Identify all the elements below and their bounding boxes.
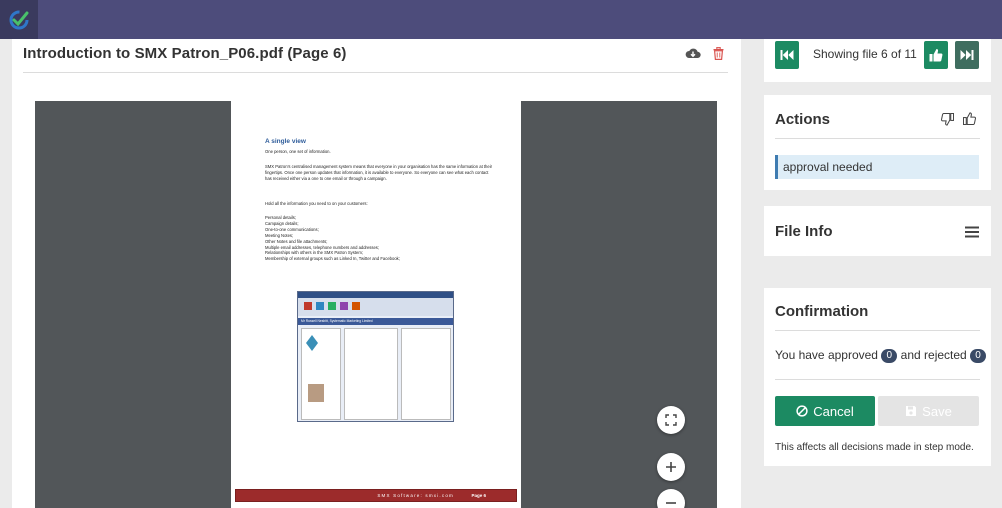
confirmation-divider-2	[775, 379, 980, 380]
file-info-card	[764, 206, 991, 256]
pdf-footer-text: SMX Software: smxi.com	[377, 493, 454, 498]
pdf-page	[231, 101, 521, 508]
embedded-contact-card	[301, 328, 341, 420]
pdf-list-item: Meeting Notes;	[265, 232, 294, 238]
embedded-toolbar	[298, 298, 453, 316]
plus-icon	[665, 461, 677, 473]
cancel-button[interactable]	[775, 396, 875, 426]
cloud-download-icon	[685, 47, 701, 60]
thumbs-down-icon	[941, 113, 954, 126]
document-title: Introduction to SMX Patron_P06.pdf (Page 6)	[23, 45, 347, 62]
rejected-label: and rejected	[900, 348, 967, 362]
embedded-photo	[308, 384, 324, 402]
confirmation-card	[764, 288, 991, 466]
confirmation-title: Confirmation	[775, 303, 869, 320]
trash-icon	[713, 47, 724, 60]
app-logo[interactable]	[0, 0, 38, 39]
pdf-viewer[interactable]	[35, 101, 717, 508]
pdf-list	[265, 215, 495, 262]
ban-icon	[796, 405, 808, 417]
file-info-menu-button[interactable]	[963, 223, 981, 241]
delete-button[interactable]	[709, 44, 727, 62]
embedded-details	[401, 328, 451, 420]
approval-status: approval needed	[775, 155, 979, 179]
actions-card	[764, 95, 991, 190]
pdf-list-item: Membership of external groups such as Linked In, Twitter and Facebook;	[265, 256, 400, 262]
zoom-out-button[interactable]	[657, 489, 685, 508]
hamburger-menu-icon	[965, 226, 979, 238]
pdf-list-item: Relationships with others in the SMX Patron System;	[265, 250, 363, 256]
save-button[interactable]	[878, 396, 979, 426]
file-position-status: Showing file 6 of 11	[813, 47, 917, 61]
approved-label: You have approved	[775, 348, 878, 362]
download-button[interactable]	[684, 44, 702, 62]
navigation-card	[764, 39, 991, 82]
embedded-form	[344, 328, 398, 420]
approved-count-badge: 0	[881, 349, 897, 363]
logo-icon	[7, 8, 31, 32]
pdf-subheading: One person, one set of information.	[265, 149, 331, 154]
pdf-heading: A single view	[265, 138, 306, 145]
pdf-footer-page: Page 6	[471, 493, 486, 498]
reject-button[interactable]	[938, 110, 956, 128]
expand-icon	[665, 414, 677, 426]
minus-icon	[665, 497, 677, 508]
save-label: Save	[922, 403, 952, 419]
first-file-button[interactable]	[775, 41, 799, 69]
pdf-hold-line: Hold all the information you need to on your customers:	[265, 201, 368, 206]
pdf-list-item: Campaign details;	[265, 220, 299, 226]
last-file-button[interactable]	[955, 41, 979, 69]
confirmation-divider	[775, 330, 980, 331]
floppy-disk-icon	[905, 405, 917, 417]
rejected-count-badge: 0	[970, 349, 986, 363]
document-panel	[12, 39, 741, 508]
pdf-paragraph: SMX Patron's centralised management system means that everyone in your organisation has the same information at their fingertips. Once one person updates that information, it is available to everyone. So everyone can see what each contact has received either via a one to one email or through a campaign.	[265, 164, 493, 181]
pdf-list-item: Multiple email addresses, telephone numbers and addresses;	[265, 244, 380, 250]
actions-title: Actions	[775, 111, 831, 128]
file-info-title: File Info	[775, 223, 833, 240]
decision-summary	[775, 348, 986, 363]
step-mode-note: This affects all decisions made in step mode.	[775, 442, 974, 453]
approve-button[interactable]	[960, 109, 978, 127]
embedded-window-title: Mr Russell Nesbitt, Systematic Marketing Limited	[298, 318, 453, 325]
fast-backward-icon	[780, 49, 794, 61]
fast-forward-icon	[960, 49, 974, 61]
approve-file-button[interactable]	[924, 41, 948, 69]
top-bar	[0, 0, 1002, 39]
pdf-list-item: Other Notes and file attachments;	[265, 238, 328, 244]
zoom-in-button[interactable]	[657, 453, 685, 481]
pdf-footer	[235, 489, 517, 502]
embedded-logo-icon	[306, 335, 318, 351]
thumbs-up-icon	[929, 48, 943, 62]
actions-divider	[775, 138, 980, 139]
thumbs-up-icon	[963, 112, 976, 125]
cancel-label: Cancel	[813, 403, 854, 419]
pdf-list-item: One-to-one communications;	[265, 226, 319, 232]
pdf-embedded-screenshot	[297, 291, 454, 422]
pdf-list-item: Personal details;	[265, 215, 296, 220]
title-divider	[23, 72, 728, 73]
fullscreen-button[interactable]	[657, 406, 685, 434]
